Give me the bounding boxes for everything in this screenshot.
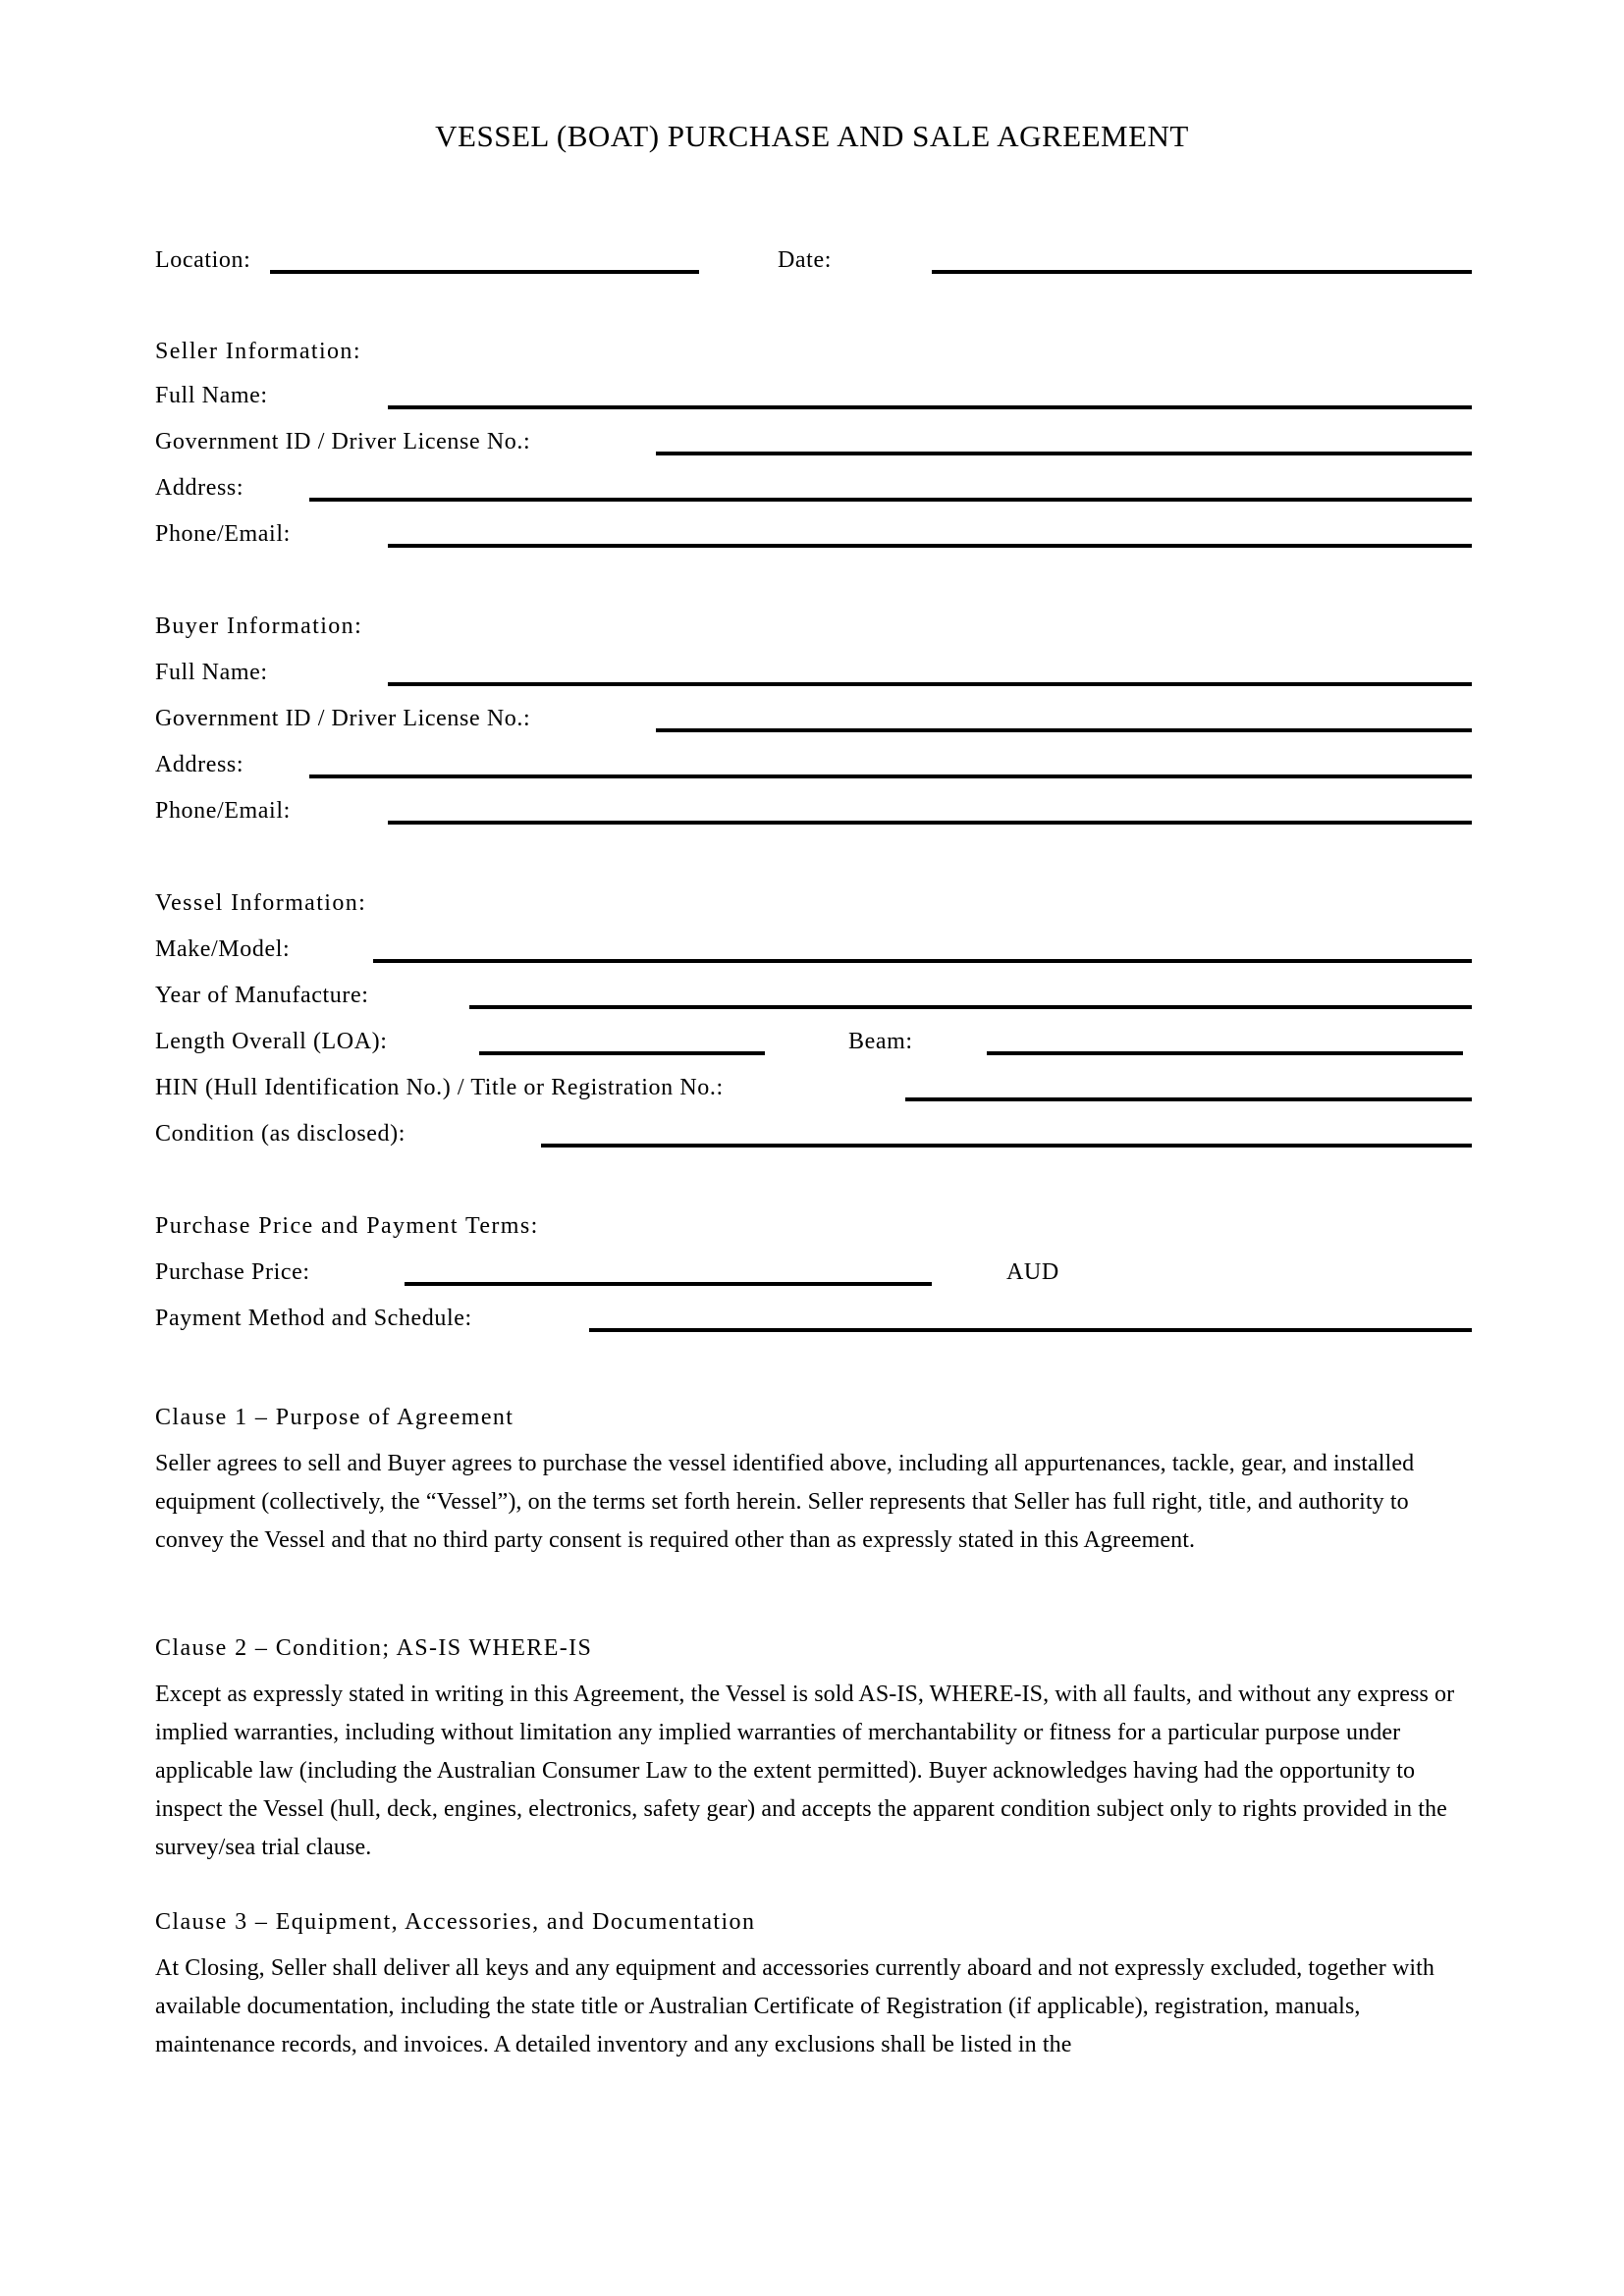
vessel-make-model-label: Make/Model: [155, 936, 291, 962]
vessel-loa-label: Length Overall (LOA): [155, 1029, 388, 1054]
date-label: Date: [778, 247, 832, 273]
page-title: VESSEL (BOAT) PURCHASE AND SALE AGREEMENT [435, 119, 1189, 153]
seller-phone-email-input-line[interactable] [388, 544, 1472, 548]
buyer-gov-id-input-line[interactable] [656, 728, 1472, 732]
vessel-year-input-line[interactable] [469, 1005, 1472, 1009]
vessel-beam-label: Beam: [848, 1029, 913, 1054]
buyer-gov-id-label: Government ID / Driver License No.: [155, 706, 531, 731]
location-input-line[interactable] [270, 270, 699, 274]
vessel-make-model-input-line[interactable] [373, 959, 1472, 963]
date-input-line[interactable] [932, 270, 1472, 274]
buyer-full-name-input-line[interactable] [388, 682, 1472, 686]
buyer-address-input-line[interactable] [309, 774, 1472, 778]
currency-label: AUD [1006, 1259, 1059, 1285]
vessel-condition-input-line[interactable] [541, 1144, 1472, 1148]
vessel-condition-label: Condition (as disclosed): [155, 1121, 406, 1147]
clause-2-body: Except as expressly stated in writing in this Agreement, the Vessel is sold AS-IS, WHERE-IS, with all faults, and without any express or implied warranties, including without limitation any implied warranties of merchantability or fitness for a particular purpose under applicable law (including the Australian Consumer Law to the extent permitted). Buyer acknowledges having had the opportunity to inspect the Vessel (hull, deck, engines, electronics, safety gear) and accepts the apparent condition subject only to rights provided in the survey/sea trial clause. [155, 1682, 1455, 1860]
clause-1-heading: Clause 1 – Purpose of Agreement [155, 1405, 514, 1430]
seller-address-label: Address: [155, 475, 244, 501]
seller-full-name-input-line[interactable] [388, 405, 1472, 409]
vessel-section-heading: Vessel Information: [155, 890, 367, 916]
vessel-beam-input-line[interactable] [987, 1051, 1463, 1055]
seller-gov-id-label: Government ID / Driver License No.: [155, 429, 531, 454]
vessel-year-label: Year of Manufacture: [155, 983, 369, 1008]
buyer-section-heading: Buyer Information: [155, 614, 363, 639]
buyer-phone-email-label: Phone/Email: [155, 798, 291, 824]
location-label: Location: [155, 247, 251, 273]
vessel-hin-input-line[interactable] [905, 1097, 1472, 1101]
payment-method-label: Payment Method and Schedule: [155, 1306, 472, 1331]
buyer-address-label: Address: [155, 752, 244, 777]
clause-3-body: At Closing, Seller shall deliver all keys and any equipment and accessories currently aboard and not expressly excluded, together with available documentation, including the state title or Australian Certificate of Registration (if applicable), registration, manuals, maintenance records, and invoices. A detailed inventory and any exclusions shall be listed in the [155, 1955, 1435, 2057]
seller-address-input-line[interactable] [309, 498, 1472, 502]
vessel-hin-label: HIN (Hull Identification No.) / Title or Registration No.: [155, 1075, 724, 1100]
seller-gov-id-input-line[interactable] [656, 452, 1472, 455]
purchase-price-input-line[interactable] [405, 1282, 932, 1286]
payment-method-input-line[interactable] [589, 1328, 1472, 1332]
payment-section-heading: Purchase Price and Payment Terms: [155, 1213, 539, 1239]
buyer-phone-email-input-line[interactable] [388, 821, 1472, 825]
buyer-full-name-label: Full Name: [155, 660, 268, 685]
seller-section-heading: Seller Information: [155, 339, 361, 364]
seller-full-name-label: Full Name: [155, 383, 268, 408]
seller-phone-email-label: Phone/Email: [155, 521, 291, 547]
purchase-price-label: Purchase Price: [155, 1259, 310, 1285]
clause-3-heading: Clause 3 – Equipment, Accessories, and Documentation [155, 1909, 756, 1935]
clause-1-body: Seller agrees to sell and Buyer agrees to purchase the vessel identified above, including all appurtenances, tackle, gear, and installed equipment (collectively, the “Vessel”), on the terms set forth herein. Seller represents that Seller has full right, title, and authority to convey the Vessel and that no third party consent is required other than as expressly stated in this Agreement. [155, 1451, 1415, 1553]
vessel-loa-input-line[interactable] [479, 1051, 765, 1055]
clause-2-heading: Clause 2 – Condition; AS-IS WHERE-IS [155, 1635, 593, 1661]
